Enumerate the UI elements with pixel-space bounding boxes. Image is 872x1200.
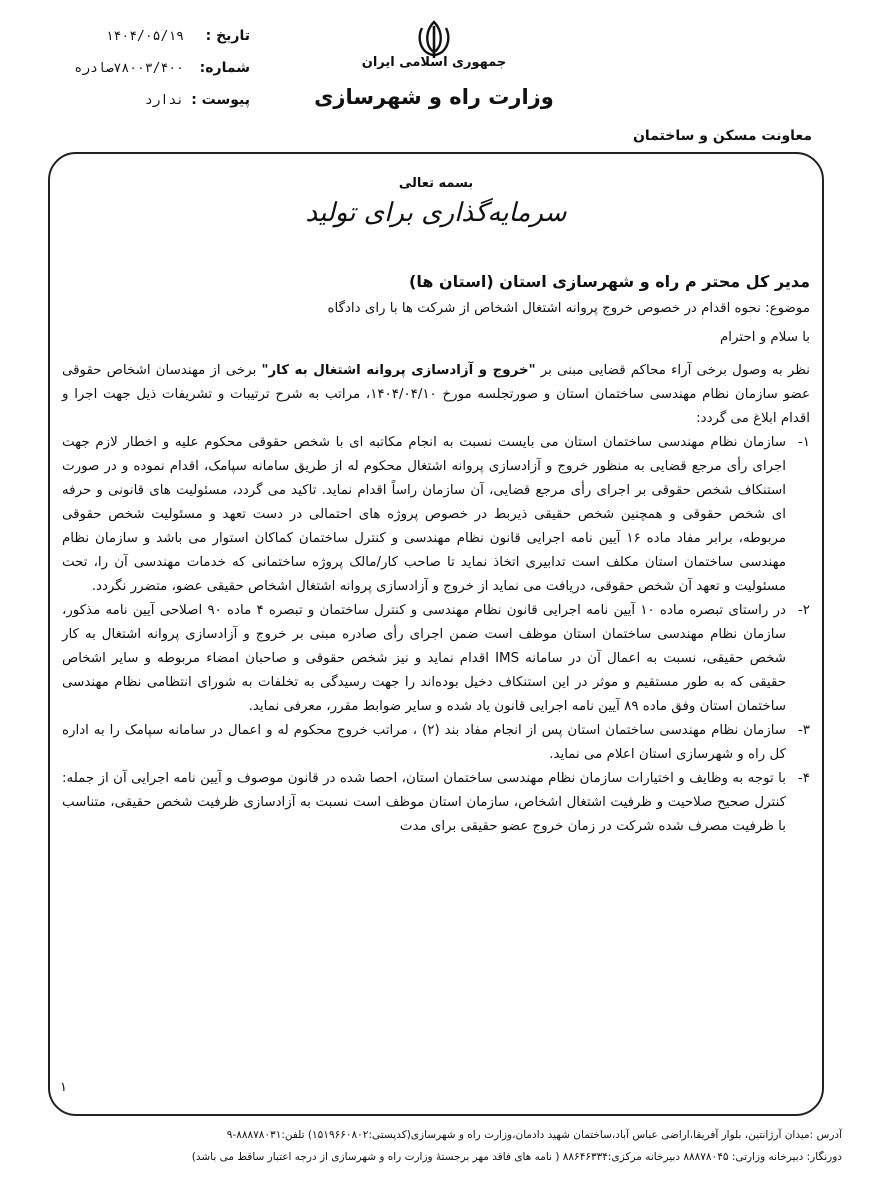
iran-emblem-icon	[414, 18, 454, 60]
list-item	[62, 719, 810, 767]
item-number: ۴-	[797, 771, 810, 786]
item-text: با توجه به وظایف و اختیارات سازمان نظام مهندسی ساختمان استان، احصا شده در قانون موصوف و آیین نامه اجرایی آن از جمله: کنترل صحیح صلاحیت و ظرفیت اشتغال اشخاص، سازمان استان موظف است نسبت به آزادسازی ظرفیت شخص حقیقی، متناسب با ظرفیت مصرف شده شرکت در زمان خروج عضو حقیقی برای مدت	[62, 771, 786, 834]
page-number: ۱	[60, 1080, 67, 1095]
slogan: سرمایه‌گذاری برای تولید	[305, 198, 567, 228]
list-item	[62, 599, 810, 719]
republic-title: جمهوری اسلامی ایران	[361, 55, 507, 70]
number-row	[40, 60, 250, 92]
footer-address: آدرس :میدان آرژانتین، بلوار آفریقا،اراضی عباس آباد،ساختمان شهید دادمان،وزارت راه و شهرسازی(کدپستی:۱۵۱۹۶۶۰۸۰۲) تلفن:۸۸۸۷۸۰۳۱-۹	[226, 1129, 842, 1141]
subject-line: موضوع: نحوه اقدام در خصوص خروج پروانه اشتغال اشخاص از شرکت ها با رای دادگاه	[327, 301, 810, 316]
number-label: شماره:	[199, 60, 250, 76]
date-row	[40, 28, 250, 60]
item-number: ۳-	[797, 723, 810, 738]
item-text: سازمان نظام مهندسی ساختمان استان می بایست نسبت به انجام مکاتبه ای با شخص حقوقی محکوم علیه و اخطار لازم جهت اجرای رأی مرجع قضایی به منظور خروج و آزادسازی پروانه اشتغال محکوم له از طریق سامانه سپامک، اقدام نموده و در صورت استنکاف شخص حقوقی بر اجرای رأی مرجع قضایی، آن سازمان راساً اقدام نماید. تاکید می گردد، مسئولیت های قانونی و حرفه ای شخص حقوقی و همچنین شخص حقیقی ذیربط در خصوص پروژه های احتمالی در دست تعهد و مسئولیت شخص حقوقی مربوطه، برابر مفاد ماده ۱۶ آیین نامه اجرایی قانون نظام مهندسی و کنترل ساختمان کماکان استوار می باشد و سازمان نظام مهندسی ساختمان استان مکلف است تدابیری اتخاذ نماید تا صاحب کار/مالک پروژه ساختمانی که خدمات مهندسی آن را، تحت مسئولیت و تعهد آن شخص حقوقی، دریافت می نماید از خروج و آزادسازی پروانه اشتغال اشخاص حقیقی عضو، متضرر نگردد.	[62, 435, 786, 594]
attachment-label: پیوست :	[191, 92, 250, 108]
greeting: با سلام و احترام	[720, 330, 810, 345]
attachment-value: ندارد	[144, 93, 184, 108]
number-value: ۷۸۰۰۳/۴۰۰صادره	[74, 61, 184, 76]
letter-metadata	[40, 28, 250, 124]
intro-emphasis: "خروج و آزادسازی پروانه اشتغال به کار"	[261, 363, 536, 378]
deputy-title: معاونت مسکن و ساختمان	[632, 128, 812, 144]
attachment-row	[40, 92, 250, 124]
intro-text-start: نظر به وصول برخی آراء محاکم قضایی مبنی بر	[535, 363, 810, 378]
intro-text-end: برخی از مهندسان اشخاص حقوقی عضو سازمان نظام مهندسی ساختمان استان و صورتجلسه مورخ ۱۴۰۴/۰۴/۱۰، مراتب به شرح ترتیبات و تشریفات ذیل جهت اجرا و اقدام ابلاغ می گردد:	[62, 363, 811, 426]
item-text: سازمان نظام مهندسی ساختمان استان پس از انجام مفاد بند (۲) ، مراتب خروج محکوم له و اعمال در سامانه سپامک را به اداره کل راه و شهرسازی استان اعلام می نماید.	[62, 723, 787, 762]
item-number: ۲-	[797, 603, 810, 618]
intro-paragraph	[62, 359, 810, 431]
letter-body	[62, 272, 810, 839]
bismillah: بسمه تعالی	[398, 176, 474, 191]
item-number: ۱-	[797, 435, 810, 450]
list-item	[62, 431, 810, 599]
recipient: مدیر کل محتر م راه و شهرسازی استان (استان ها)	[409, 272, 810, 291]
ministry-title: وزارت راه و شهرسازی	[314, 85, 554, 109]
letter-footer	[30, 1124, 842, 1168]
date-label: تاریخ :	[205, 28, 250, 44]
item-text: در راستای تبصره ماده ۱۰ آیین نامه اجرایی قانون نظام مهندسی و کنترل ساختمان و تبصره ۴ ماده ۹۰ اصلاحی آیین نامه مذکور، سازمان نظام مهندسی ساختمان استان موظف است ضمن اجرای رأی صادره مبنی بر خروج و آزادسازی پروانه اشتغال به کار شخص حقیقی، نسبت به اعمال آن در سامانه IMS اقدام نماید و نیز شخص حقوقی و صاحبان امضاء مربوطه و سایر اشخاص حقیقی که به طور مستقیم و موثر در این استنکاف دخیل بوده‌اند را جهت رسیدگی به تخلفات به شورای انتظامی نظام مهندسی ساختمان استان وفق ماده ۸۹ آیین نامه اجرایی قانون یاد شده و سایر ضوابط مقرر، معرفی نماید.	[62, 603, 787, 714]
list-item	[62, 767, 810, 839]
footer-fax: دورنگار: دبیرخانه وزارتی: ۸۸۸۷۸۰۴۵ دبیرخانه مرکزی:۸۸۶۴۶۳۳۴ ( نامه های فاقد مهر برجستهٔ وزارت راه و شهرسازی از درجه اعتبار ساقط می باشد)	[191, 1151, 842, 1163]
date-value: ۱۴۰۴/۰۵/۱۹	[105, 29, 184, 44]
